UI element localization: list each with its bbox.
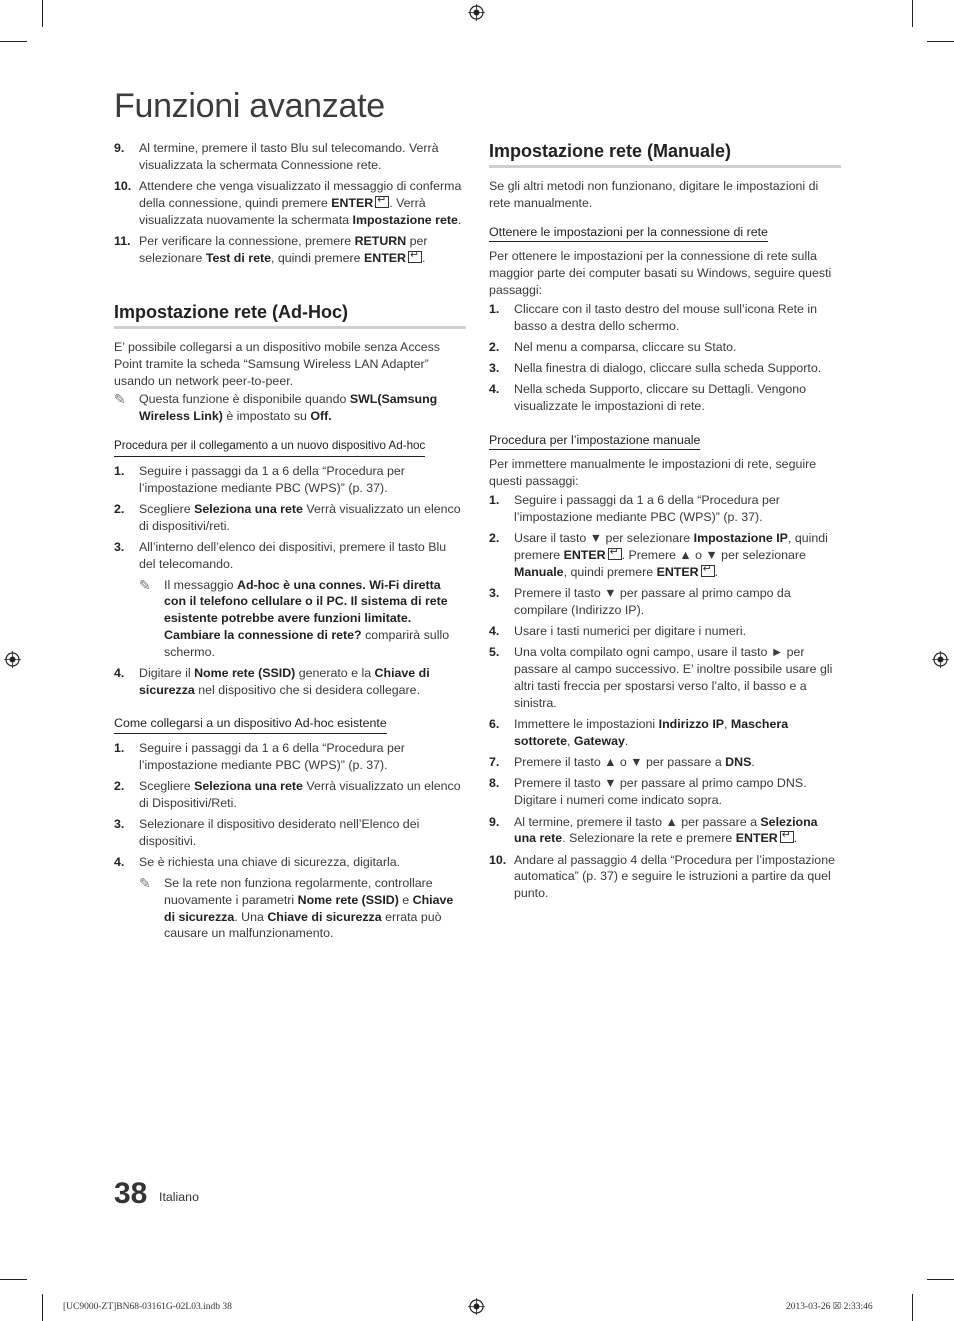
step-number: 4.: [489, 382, 500, 397]
step-number: 9.: [114, 141, 125, 155]
list-item: [489, 623, 841, 640]
registration-mark-icon: [468, 1298, 485, 1315]
list-item: [489, 360, 841, 377]
text-run: Seguire i passaggi da 1 a 6 della “Procedura per l’impostazione mediante PBC (WPS)” (p. 37).: [139, 463, 405, 495]
print-file-info: [UC9000-ZT]BN68-03161G-02L03.indb 38: [63, 1302, 232, 1312]
text-run: . Selezionare la rete e premere: [562, 831, 736, 846]
text-run: .: [714, 564, 719, 579]
bold-term: SWL(Samsung Wireless Link): [139, 392, 438, 424]
text-run: Scegliere: [139, 501, 195, 516]
step-text: [514, 585, 841, 619]
bold-term: Seleziona una rete: [514, 814, 818, 846]
bold-term: ENTER: [656, 564, 699, 579]
pencil-note-icon: ✎: [114, 391, 126, 408]
crop-mark: [0, 1279, 27, 1280]
adhoc-intro: E’ possibile collegarsi a un dispositivo mobile senza Access Point tramite la scheda “Samsung Wireless LAN Adapter” usando un network peer-to-peer.: [114, 340, 440, 388]
manual-heading: Impostazione rete (Manuale): [489, 140, 841, 168]
list-item: [114, 816, 466, 850]
bold-term: DNS: [725, 755, 752, 770]
bold-term: Seleziona una rete: [194, 501, 303, 516]
text-run: ,: [567, 733, 574, 748]
step-text: [514, 360, 841, 377]
text-run: Il messaggio: [164, 577, 238, 592]
step-number: 4.: [489, 624, 500, 639]
text-run: Seguire i passaggi da 1 a 6 della “Procedura per l’impostazione mediante PBC (WPS)” (p. 37).: [139, 741, 405, 772]
list-item: [489, 644, 841, 711]
step-text: [514, 623, 841, 640]
list-item: [489, 492, 841, 526]
adhoc-existing-steps: [114, 740, 466, 942]
bold-term: RETURN: [354, 233, 407, 248]
enter-key-icon: [780, 831, 794, 843]
bold-term: Impostazione rete: [352, 212, 458, 227]
list-item: [114, 233, 466, 267]
bold-term: ENTER: [563, 547, 606, 562]
text-run: è impostato su: [222, 409, 311, 424]
enter-key-icon: [408, 251, 422, 263]
list-item: [114, 854, 466, 942]
bold-term: Ad-hoc è una connes. Wi-Fi diretta con il telefono cellulare o il PC. Il sistema di rete esistente potrebbe avere funzioni limitate. Cambiare la connessione di rete?: [164, 577, 448, 643]
step-number: 1.: [489, 301, 500, 316]
text-run: .: [624, 733, 629, 748]
enter-key-icon: [375, 196, 389, 208]
text-run: , quindi premere: [514, 531, 828, 562]
text-run: Scegliere: [139, 779, 195, 794]
text-run: Cliccare con il tasto destro del mouse sull’icona Rete in basso a destra dello schermo.: [514, 301, 818, 333]
list-item: [114, 740, 466, 774]
step-number: 11.: [114, 233, 131, 248]
adhoc-procedure-steps: [114, 463, 466, 699]
step-number: 7.: [489, 755, 500, 770]
list-item: [489, 754, 841, 771]
step-text: [514, 716, 841, 750]
step-number: 5.: [489, 645, 500, 660]
text-run: Una volta compilato ogni campo, usare il tasto ► per passare al campo successivo. E’ inoltre possibile usare gli altri tasti freccia per spostarsi verso l’alto, il basso e a sinistra.: [514, 645, 833, 710]
text-run: Nel menu a comparsa, cliccare su Stato.: [514, 339, 737, 354]
step-note: [139, 875, 466, 942]
step-number: 8.: [489, 776, 500, 791]
step-number: 3.: [489, 361, 500, 376]
list-item: [489, 339, 841, 356]
registration-mark-icon: [932, 651, 949, 668]
text-run: Per verificare la connessione, premere: [139, 233, 355, 248]
list-item: [489, 775, 841, 809]
text-run: . Una: [234, 909, 268, 924]
bold-term: Indirizzo IP: [658, 717, 725, 732]
manual-procedure-intro: Per immettere manualmente le impostazioni di rete, seguire questi passaggi:: [489, 457, 817, 489]
text-run: Usare i tasti numerici per digitare i numeri.: [514, 624, 747, 639]
page-language: Italiano: [159, 1190, 199, 1204]
bold-term: Off.: [310, 409, 332, 424]
text-run: Al termine, premere il tasto ▲ per passare a: [514, 814, 761, 829]
step-text: [514, 492, 841, 526]
step-text: [514, 814, 841, 848]
manual-intro: Se gli altri metodi non funzionano, digitare le impostazioni di rete manualmente.: [489, 179, 819, 210]
manual-procedure-steps: [489, 492, 841, 902]
crop-mark: [42, 1294, 43, 1321]
adhoc-existing-heading: Come collegarsi a un dispositivo Ad-hoc esistente: [114, 715, 387, 734]
crop-mark: [927, 1279, 954, 1280]
step-text: [139, 463, 466, 497]
manual-procedure-heading: Procedura per l’impostazione manuale: [489, 432, 700, 451]
bold-term: Manuale: [514, 564, 564, 579]
step-text: [514, 339, 841, 356]
text-run: . Premere ▲ o ▼ per selezionare: [621, 547, 806, 562]
obtain-intro: Per ottenere le impostazioni per la connessione di rete sulla maggior parte dei computer basati su Windows, seguire questi passaggi:: [489, 249, 832, 297]
step-number: 1.: [489, 492, 500, 507]
list-item: [114, 665, 466, 699]
list-item: [489, 814, 841, 848]
list-item: [489, 716, 841, 750]
step-text: [514, 754, 841, 771]
bold-term: Test di rete: [205, 250, 271, 265]
bold-term: Nome rete (SSID): [194, 666, 296, 681]
left-column: [114, 140, 466, 947]
step-text: [514, 530, 841, 580]
steps-list: [114, 140, 466, 267]
text-run: Selezionare il dispositivo desiderato nell’Elenco dei dispositivi.: [139, 817, 420, 848]
step-number: 3.: [489, 585, 500, 600]
text-run: All’interno dell’elenco dei dispositivi, premere il tasto Blu del telecomando.: [139, 540, 447, 571]
step-number: 6.: [489, 717, 500, 732]
text-run: per selezionare: [139, 233, 428, 265]
text-run: , quindi premere: [271, 250, 364, 265]
text-run: .: [421, 250, 426, 265]
text-run: Nella scheda Supporto, cliccare su Dettagli. Vengono visualizzate le impostazioni di rete.: [514, 382, 807, 414]
text-run: Se è richiesta una chiave di sicurezza, digitarla.: [139, 855, 401, 870]
step-text: [514, 381, 841, 415]
adhoc-note-text: [139, 392, 437, 423]
list-item: [489, 381, 841, 415]
list-item: [114, 178, 466, 228]
right-column: [489, 140, 841, 906]
step-text: [139, 740, 466, 774]
text-run: errata può causare un malfunzionamento.: [164, 909, 442, 941]
crop-mark: [42, 0, 43, 27]
step-number: 2.: [114, 779, 125, 794]
step-text: [139, 233, 466, 267]
list-item: [489, 585, 841, 619]
print-timestamp: 2013-03-26 ☒ 2:33:46: [786, 1302, 873, 1312]
registration-mark-icon: [4, 651, 21, 668]
step-number: 1.: [114, 463, 125, 478]
bold-term: Chiave di sicurezza: [164, 892, 454, 924]
step-number: 3.: [114, 540, 125, 555]
step-number: 10.: [114, 179, 132, 194]
text-run: , quindi premere: [563, 564, 657, 579]
step-number: 9.: [489, 814, 500, 829]
step-text: [139, 778, 466, 812]
list-item: [489, 301, 841, 335]
text-run: Se la rete non funziona regolarmente, controllare nuovamente i parametri: [164, 876, 433, 907]
text-run: Nella finestra di dialogo, cliccare sulla scheda Supporto.: [514, 361, 822, 376]
step-number: 4.: [114, 855, 125, 870]
enter-key-icon: [608, 548, 622, 560]
step-number: 2.: [489, 339, 500, 354]
bold-term: ENTER: [331, 195, 374, 210]
crop-mark: [0, 41, 27, 42]
step-number: 3.: [114, 817, 125, 832]
text-run: Premere il tasto ▼ per passare al primo campo DNS. Digitare i numeri come indicato sopra.: [514, 776, 807, 808]
text-run: e: [398, 892, 413, 907]
step-text: [139, 140, 466, 174]
step-number: 4.: [114, 666, 125, 681]
list-item: [114, 539, 466, 661]
text-run: Digitare il: [139, 666, 195, 681]
step-text: [514, 775, 841, 809]
step-number: 2.: [114, 501, 125, 516]
text-run: generato e la: [295, 666, 375, 681]
bold-term: Gateway: [573, 733, 625, 748]
step-text: [139, 501, 466, 535]
text-run: Premere il tasto ▲ o ▼ per passare a: [514, 755, 726, 770]
step-note-text: [164, 577, 466, 661]
step-text: [139, 854, 466, 871]
list-item: [114, 501, 466, 535]
adhoc-heading: Impostazione rete (Ad-Hoc): [114, 301, 466, 329]
crop-mark: [912, 1294, 913, 1321]
bold-term: Impostazione IP: [693, 531, 788, 546]
list-item: [489, 530, 841, 580]
obtain-heading: Ottenere le impostazioni per la connessione di rete: [489, 224, 768, 243]
step-text: [139, 665, 466, 699]
crop-mark: [927, 41, 954, 42]
text-run: Andare al passaggio 4 della “Procedura per l’impostazione automatica” (p. 37) e seguire le istruzioni a partire da quel punto.: [514, 852, 835, 901]
pencil-note-icon: ✎: [139, 875, 151, 892]
text-run: Al termine, premere il tasto Blu sul telecomando. Verrà visualizzata la schermata Connessione rete.: [139, 141, 439, 172]
text-run: Attendere che venga visualizzato il messaggio di conferma della connessione, quindi premere: [139, 179, 462, 210]
step-text: [139, 816, 466, 850]
step-number: 10.: [489, 852, 507, 867]
list-item: [114, 140, 466, 174]
step-note: [139, 577, 466, 661]
text-run: Verrà visualizzato un elenco di Dispositivi/Reti.: [139, 779, 461, 810]
text-run: Seguire i passaggi da 1 a 6 della “Procedura per l’impostazione mediante PBC (WPS)” (p. 37).: [514, 492, 780, 524]
step-note-text: [164, 875, 466, 942]
bold-term: ENTER: [735, 831, 778, 846]
bold-term: Nome rete (SSID): [297, 892, 399, 907]
text-run: Immettere le impostazioni: [514, 717, 659, 732]
registration-mark-icon: [468, 4, 485, 21]
step-number: 1.: [114, 741, 125, 756]
step-text: [139, 178, 466, 228]
text-run: . Verrà visualizzata nuovamente la schermata: [139, 195, 426, 227]
bold-term: Chiave di sicurezza: [139, 666, 430, 697]
crop-mark: [912, 0, 913, 27]
pencil-note-icon: ✎: [139, 576, 151, 593]
text-run: Questa funzione è disponibile quando: [139, 392, 350, 407]
list-item: [489, 852, 841, 902]
text-run: .: [457, 212, 462, 227]
bold-term: Seleziona una rete: [194, 779, 303, 794]
text-run: comparirà sullo schermo.: [164, 628, 450, 659]
adhoc-procedure-heading: Procedura per il collegamento a un nuovo dispositivo Ad-hoc: [114, 438, 425, 457]
text-run: nel dispositivo che si desidera collegare.: [194, 682, 421, 697]
page-title: Funzioni avanzate: [114, 87, 385, 125]
obtain-steps: [489, 301, 841, 415]
page-number: 38: [114, 1177, 148, 1210]
bold-term: ENTER: [363, 250, 406, 265]
enter-key-icon: [701, 565, 715, 577]
text-run: .: [751, 755, 755, 770]
list-item: [114, 463, 466, 497]
list-item: [114, 778, 466, 812]
step-text: [139, 539, 466, 573]
text-run: Usare il tasto ▼ per selezionare: [514, 531, 694, 546]
step-text: [514, 301, 841, 335]
text-run: ,: [724, 717, 731, 732]
step-text: [514, 644, 841, 711]
step-text: [514, 852, 841, 902]
text-run: .: [793, 831, 798, 846]
text-run: Verrà visualizzato un elenco di dispositivi/reti.: [139, 501, 461, 533]
bold-term: Maschera sottorete: [514, 717, 789, 748]
step-number: 2.: [489, 531, 500, 546]
text-run: Premere il tasto ▼ per passare al primo campo da compilare (Indirizzo IP).: [514, 585, 791, 617]
bold-term: Chiave di sicurezza: [267, 909, 382, 924]
adhoc-note: [114, 391, 466, 425]
